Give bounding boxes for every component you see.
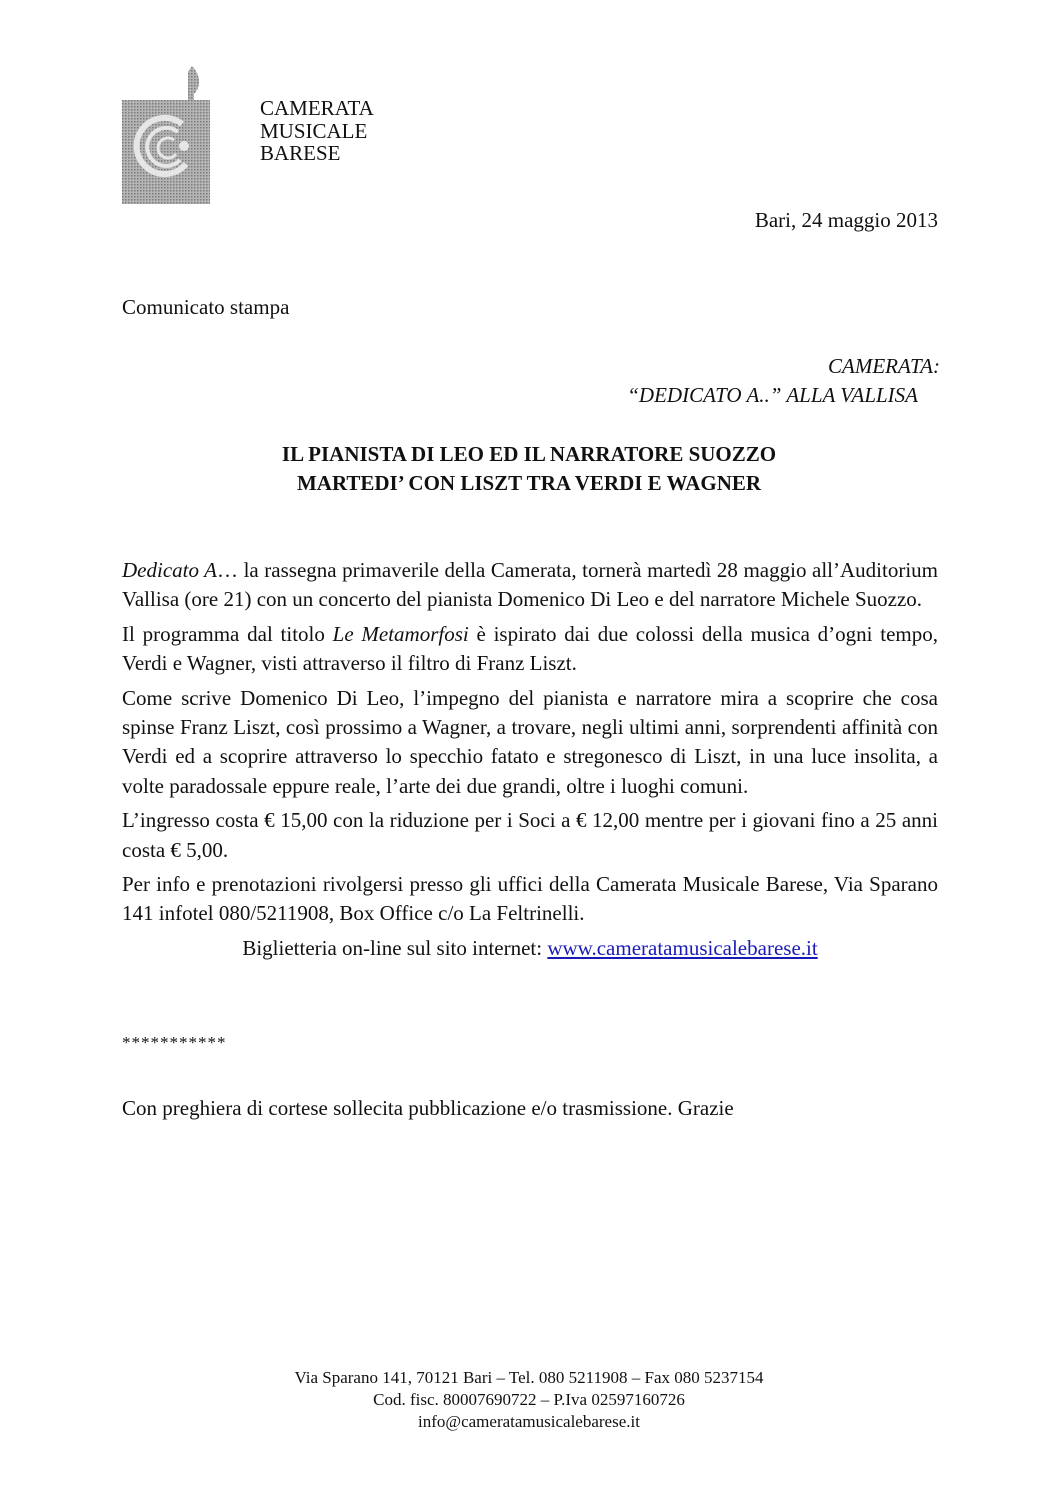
paragraph-text: è ispirato dai due colossi della musica d’ogni tempo, Verdi e Wagner, visti attraverso il filtro di Franz Liszt. xyxy=(122,621,939,676)
paragraph-text: Il programma dal titolo xyxy=(122,621,333,646)
event-title-italic: Dedicato A xyxy=(122,558,217,582)
body-paragraph: L’ingresso costa € 15,00 con la riduzione per i Soci a € 12,00 mentre per i giovani fino a 25 anni costa € 5,00. xyxy=(122,808,938,862)
footer-email: info@cameratamusicalebarese.it xyxy=(418,1412,640,1431)
closing-note: Con preghiera di cortese sollecita pubblicazione e/o trasmissione. Grazie xyxy=(122,1096,734,1120)
press-release-body xyxy=(122,556,938,968)
document-label: Comunicato stampa xyxy=(122,295,290,319)
program-title-italic: Le Metamorfosi xyxy=(332,621,469,646)
kicker-line-1: CAMERATA: xyxy=(828,354,940,378)
footer xyxy=(0,1367,1058,1433)
logo-graphic xyxy=(122,64,210,204)
ticketing-line xyxy=(122,934,938,963)
kicker-line-2: “DEDICATO A..” ALLA VALLISA xyxy=(627,383,918,407)
headline-line-2: MARTEDI’ CON LISZT TRA VERDI E WAGNER xyxy=(296,471,762,495)
kicker xyxy=(627,352,940,410)
footer-tax-ids: Cod. fisc. 80007690722 – P.Iva 02597160726 xyxy=(373,1390,685,1409)
headline xyxy=(0,440,1058,498)
org-name-line: CAMERATA xyxy=(260,96,374,120)
camerata-logo xyxy=(122,64,210,204)
headline-line-1: IL PIANISTA DI LEO ED IL NARRATORE SUOZZO xyxy=(281,442,777,466)
body-paragraph xyxy=(122,620,938,679)
website-link[interactable]: www.cameratamusicalebarese.it xyxy=(547,935,818,960)
paragraph-text: … la rassegna primaverile della Camerata, tornerà martedì 28 maggio all’Auditorium Vallisa (ore 21) con un concerto del pianista Domenico Di Leo e del narratore Michele Suozzo. xyxy=(122,558,938,612)
body-paragraph: Per info e prenotazioni rivolgersi presso gli uffici della Camerata Musicale Barese, Via Sparano 141 infotel 080/5211908, Box Office c/o La Feltrinelli. xyxy=(122,872,938,926)
separator: *********** xyxy=(122,1033,227,1052)
body-paragraph: Come scrive Domenico Di Leo, l’impegno del pianista e narratore mira a scoprire che cosa spinse Franz Liszt, così prossimo a Wagner, a trovare, negli ultimi anni, sorprendenti affinità con Verdi ed a scoprire attraverso lo specchio fatato e stregonesco di Liszt, in una luce insolita, a volte paradossale eppure reale, l’arte dei due grandi, oltre i luoghi comuni. xyxy=(122,685,938,798)
letterhead-org-name xyxy=(260,97,374,165)
org-name-line: MUSICALE xyxy=(260,118,368,143)
body-paragraph xyxy=(122,556,938,615)
paragraph-text: Biglietteria on-line sul sito internet: xyxy=(242,935,548,960)
footer-address: Via Sparano 141, 70121 Bari – Tel. 080 5211908 – Fax 080 5237154 xyxy=(294,1368,764,1387)
org-name-line: BARESE xyxy=(260,141,341,165)
letter-date: Bari, 24 maggio 2013 xyxy=(754,208,938,232)
